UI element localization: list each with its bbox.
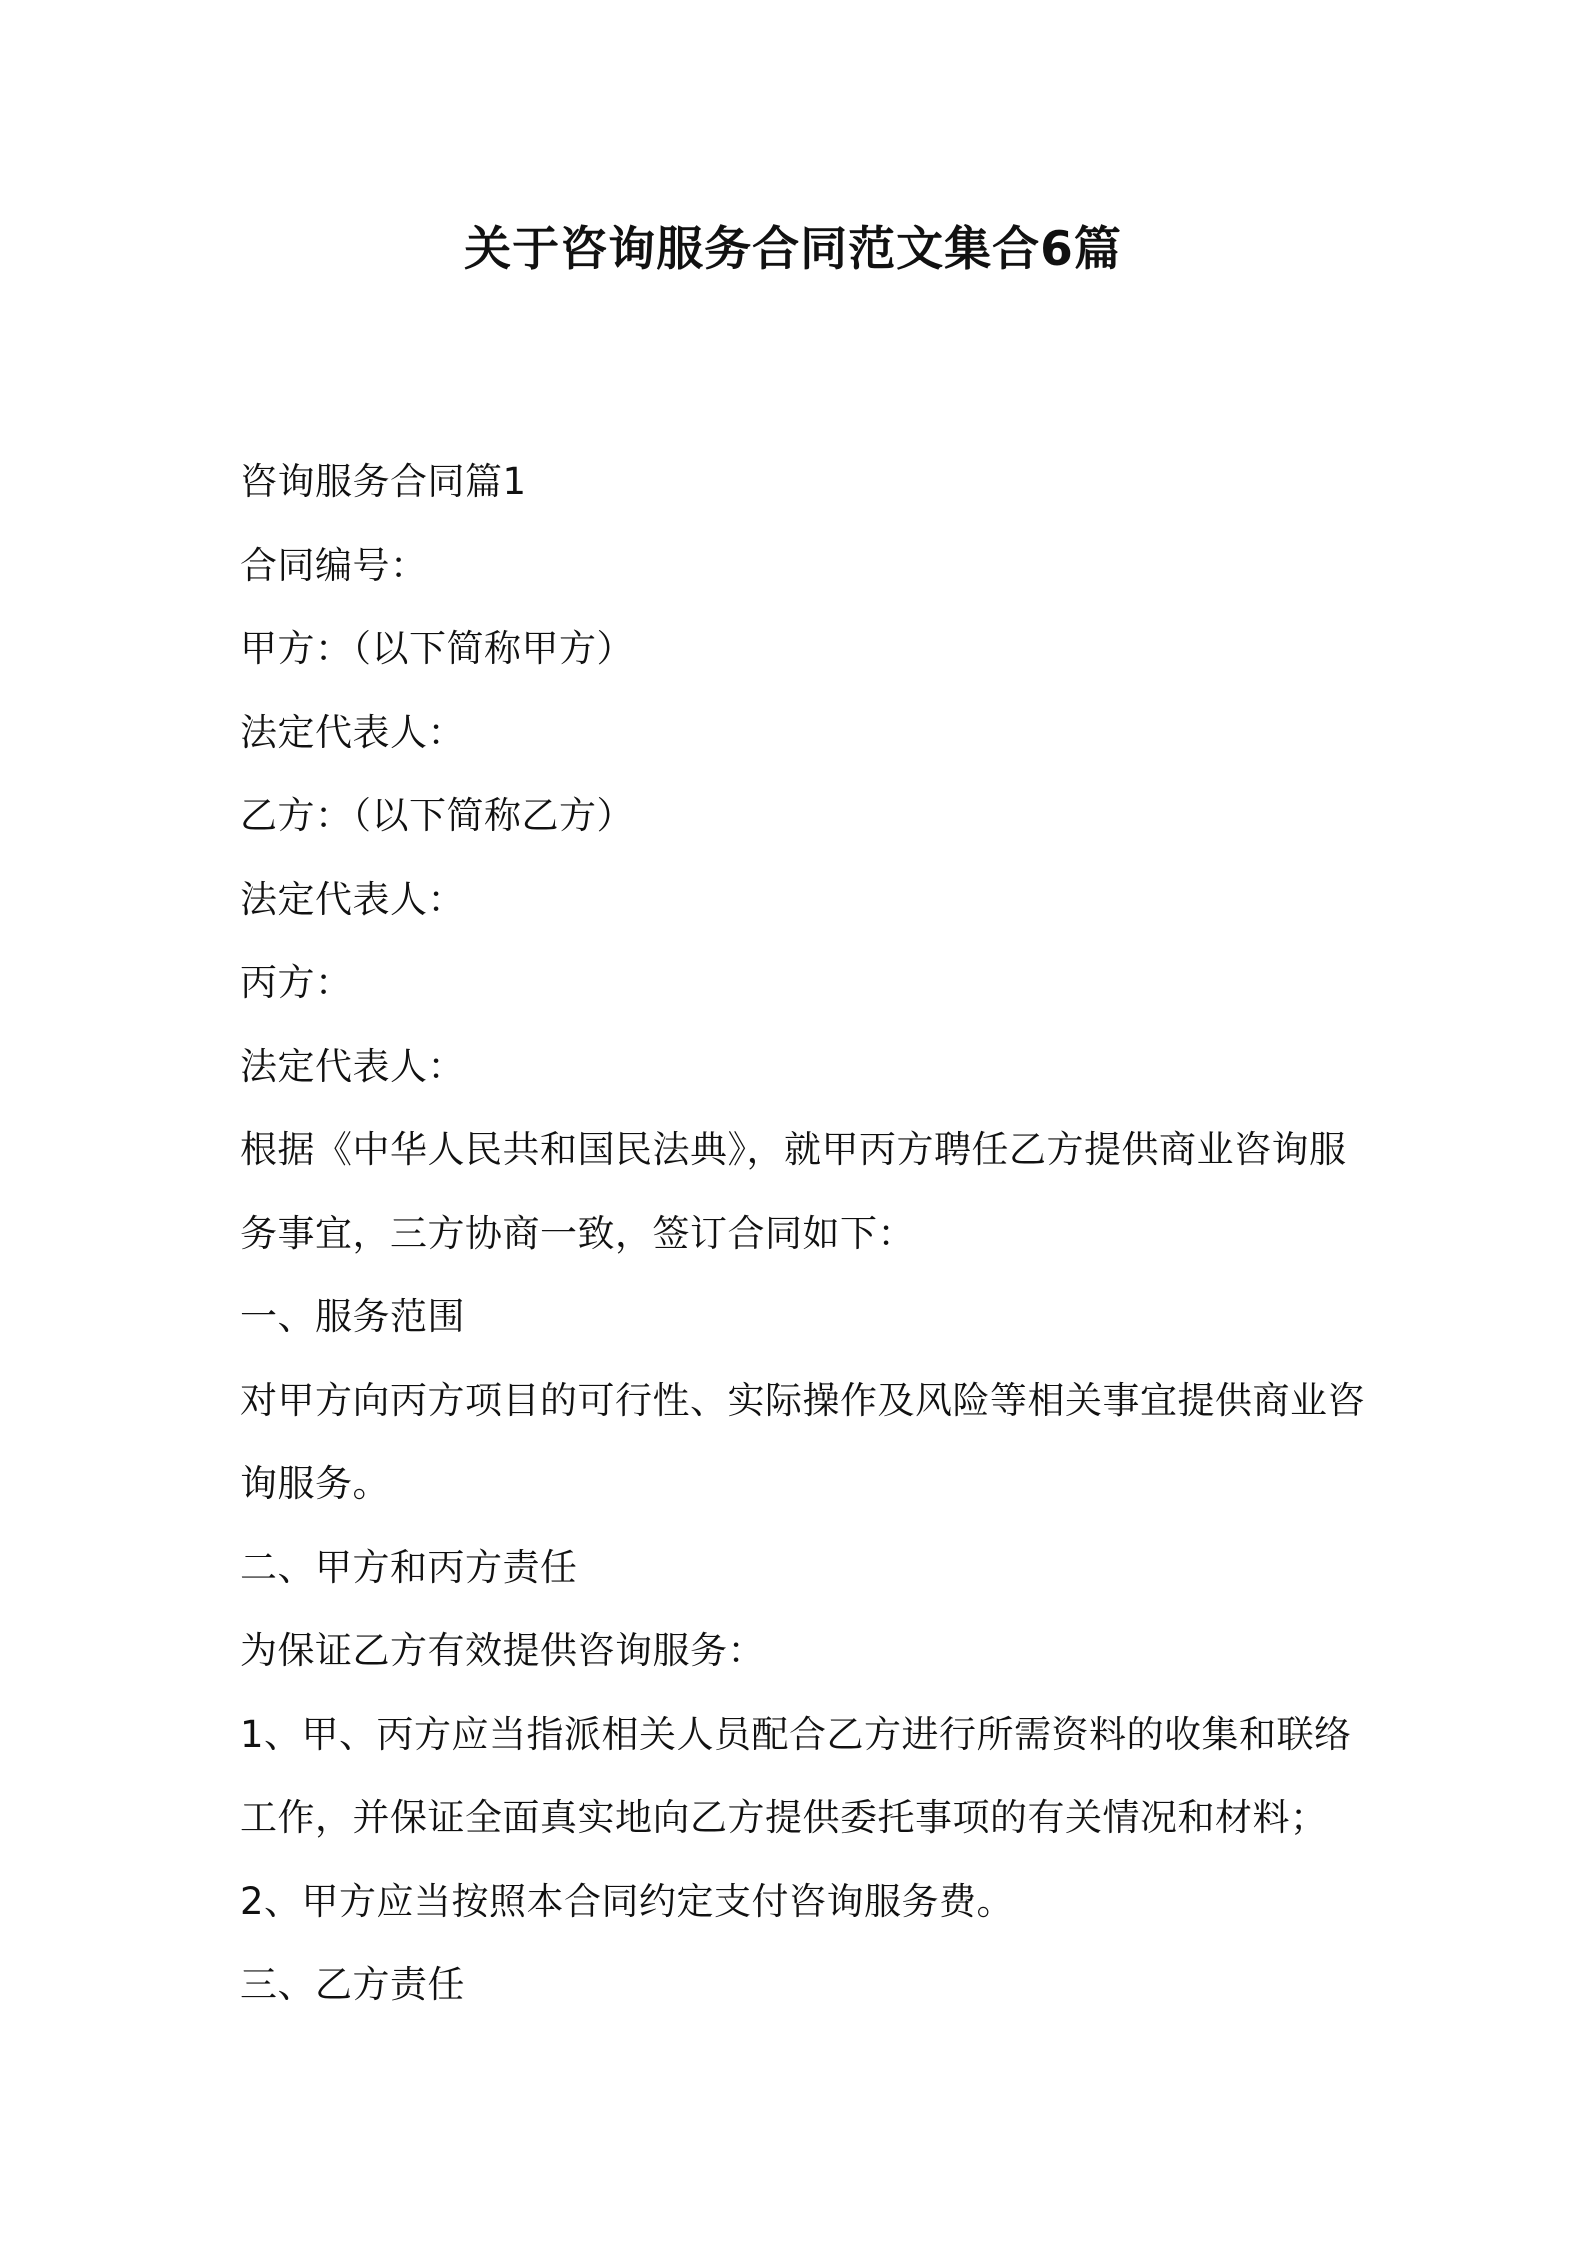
party-a-representative-line: 法定代表人： xyxy=(240,710,465,754)
duties-intro-line: 为保证乙方有效提供咨询服务： xyxy=(240,1629,765,1672)
duty-item-2-line: 2、甲方应当按照本合同约定支付咨询服务费。 xyxy=(240,1879,1015,1923)
clause-heading-party-a-c-duties: 二、甲方和丙方责任 xyxy=(240,1545,578,1589)
document-title: 关于咨询服务合同范文集合6篇 xyxy=(464,222,1122,277)
duty-item-1-line-1: 1、甲、丙方应当指派相关人员配合乙方进行所需资料的收集和联络 xyxy=(240,1712,1352,1756)
section-heading-contract-1: 咨询服务合同篇1 xyxy=(240,460,527,503)
scope-text-line-2: 询服务。 xyxy=(240,1462,390,1505)
party-c-line: 丙方： xyxy=(240,961,353,1004)
scope-text-line-1: 对甲方向丙方项目的可行性、实际操作及风险等相关事宜提供商业咨 xyxy=(240,1378,1365,1422)
document-body xyxy=(240,440,1365,2027)
preamble-line-1: 根据《中华人民共和国民法典》，就甲丙方聘任乙方提供商业咨询服 xyxy=(240,1128,1347,1171)
party-b-line: 乙方：（以下简称乙方） xyxy=(240,794,634,837)
party-a-line: 甲方：（以下简称甲方） xyxy=(240,627,634,670)
duty-item-1-line-2: 工作，并保证全面真实地向乙方提供委托事项的有关情况和材料； xyxy=(240,1796,1328,1839)
clause-heading-party-b-duties: 三、乙方责任 xyxy=(240,1963,465,2006)
preamble-line-2: 务事宜，三方协商一致，签订合同如下： xyxy=(240,1211,915,1255)
party-b-representative-line: 法定代表人： xyxy=(240,877,465,921)
party-c-representative-line: 法定代表人： xyxy=(240,1044,465,1088)
clause-heading-scope: 一、服务范围 xyxy=(240,1295,465,1338)
contract-number-line: 合同编号： xyxy=(240,543,428,587)
